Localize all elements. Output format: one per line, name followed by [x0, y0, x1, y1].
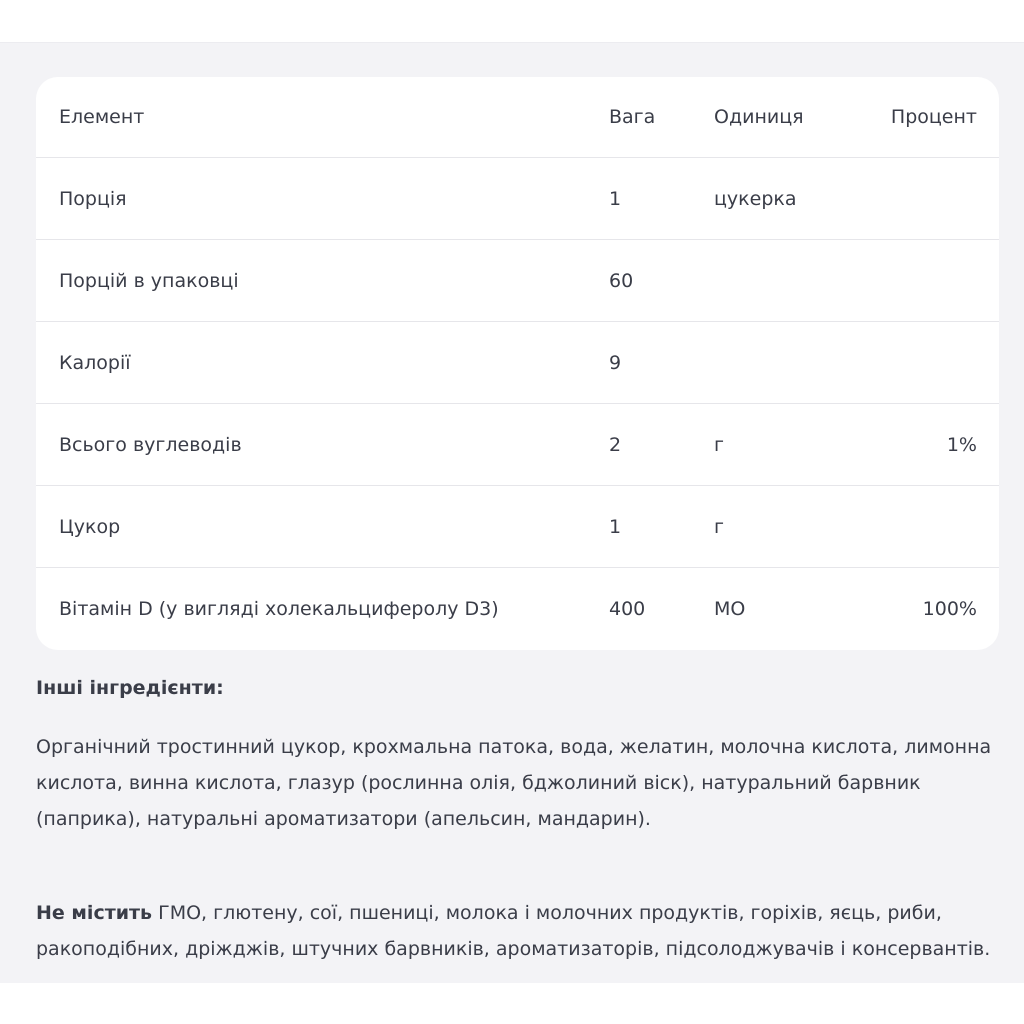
- header-unit: Одиниця: [714, 106, 804, 128]
- cell-element: Порцій в упаковці: [59, 270, 239, 292]
- table-header-row: [36, 77, 999, 158]
- table-row: [36, 241, 999, 322]
- cell-weight: 1: [609, 188, 622, 210]
- cell-unit: г: [714, 516, 724, 538]
- nutrition-table: [36, 77, 999, 650]
- table-row: [36, 569, 999, 650]
- cell-element: Калорії: [59, 352, 131, 374]
- cell-weight: 400: [609, 598, 646, 620]
- table-row: [36, 159, 999, 240]
- cell-unit: цукерка: [714, 188, 797, 210]
- other-ingredients-text: Органічний тростинний цукор, крохмальна патока, вода, желатин, молочна кислота, лимонна кислота, винна кислота, глазур (рослинна олія, бджолиний віск), натуральний барвник (паприка), натуральні ароматизатори (апельсин, мандарин).: [36, 736, 992, 830]
- cell-percent: 1%: [946, 434, 977, 456]
- free-from-text: ГМО, глютену, сої, пшениці, молока і молочних продуктів, горіхів, яєць, риби, ракоподібних, дріжджів, штучних барвників, ароматизаторів, підсолоджувачів і консервантів.: [36, 902, 991, 960]
- cell-element: Всього вуглеводів: [59, 434, 242, 456]
- cell-weight: 9: [609, 352, 622, 374]
- free-from-paragraph: [36, 895, 996, 967]
- cell-weight: 1: [609, 516, 622, 538]
- cell-unit: МО: [714, 598, 746, 620]
- cell-unit: г: [714, 434, 724, 456]
- table-row: [36, 323, 999, 404]
- content-panel: [0, 42, 1024, 983]
- header-weight: Вага: [609, 106, 656, 128]
- cell-element: Порція: [59, 188, 127, 210]
- cell-percent: 100%: [922, 598, 977, 620]
- other-ingredients-title: Інші інгредієнти:: [36, 677, 224, 699]
- free-from-label: Не містить: [36, 902, 153, 924]
- cell-weight: 60: [609, 270, 634, 292]
- cell-element: Вітамін D (у вигляді холекальциферолу D3): [59, 598, 499, 620]
- header-percent: Процент: [890, 106, 977, 128]
- cell-element: Цукор: [59, 516, 121, 538]
- table-row: [36, 487, 999, 568]
- cell-weight: 2: [609, 434, 622, 456]
- table-row: [36, 405, 999, 486]
- header-element: Елемент: [59, 106, 145, 128]
